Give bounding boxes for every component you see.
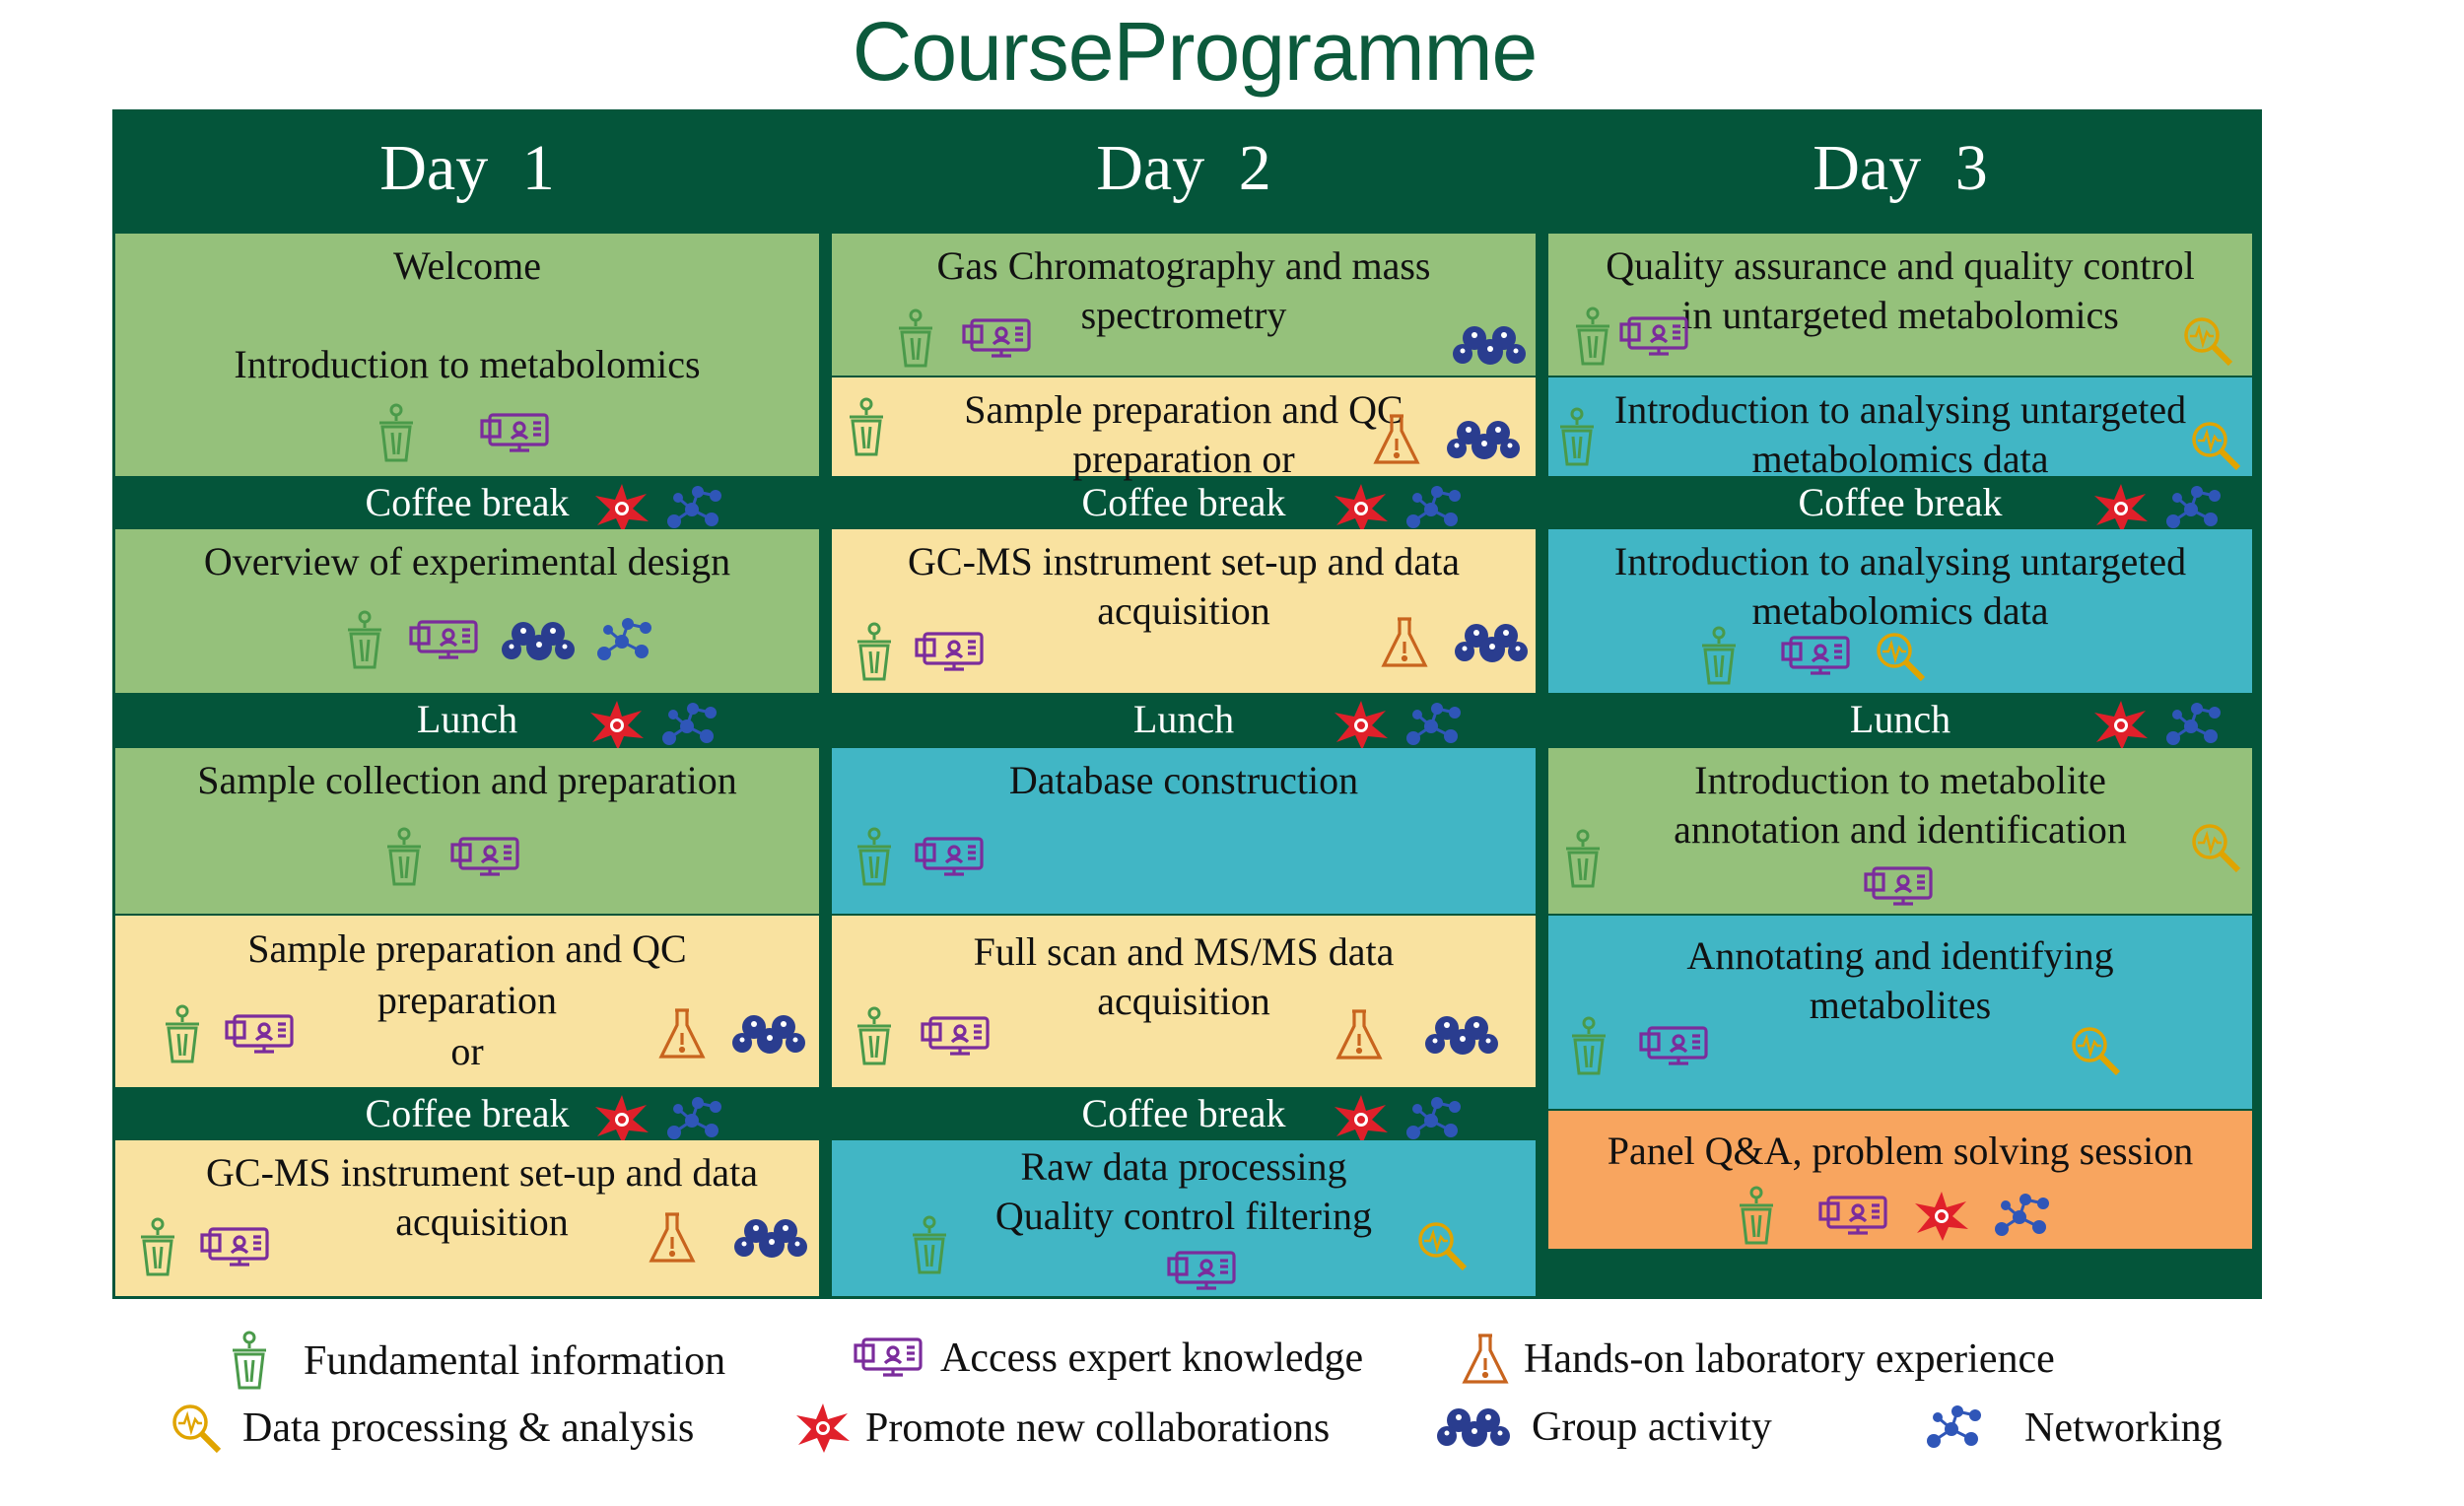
networking-icon — [2163, 482, 2224, 535]
collaboration-icon — [794, 1402, 852, 1455]
session-title-line: acquisition — [1097, 588, 1270, 633]
day-3-header: Day 3 — [1545, 109, 2255, 234]
fundamental-icon — [227, 1331, 272, 1392]
session-database-construction — [832, 748, 1536, 914]
session-title-line: acquisition — [1097, 979, 1270, 1023]
break-label: Coffee break — [1081, 1091, 1286, 1135]
session-title-line: Annotating and identifying — [1686, 933, 2114, 978]
break-label: Coffee break — [1798, 480, 2003, 524]
break-label: Coffee break — [365, 1091, 570, 1135]
fundamental-icon — [160, 1004, 205, 1065]
day-1-column — [112, 109, 822, 1299]
fundamental-icon — [852, 827, 897, 888]
session-quality-assurance — [1548, 234, 2252, 376]
networking-icon — [659, 699, 720, 752]
session-gcms-setup — [832, 529, 1536, 693]
session-metabolite-annotation — [1548, 748, 2252, 914]
fundamental-icon — [374, 403, 419, 464]
break-label: Lunch — [416, 697, 518, 741]
session-title-line: spectrometry — [1080, 293, 1287, 337]
session-title-line: GC-MS instrument set-up and data — [908, 539, 1460, 583]
session-title-line: Introduction to metabolite — [1694, 758, 2106, 802]
session-title-line: Raw data processing — [1020, 1144, 1347, 1189]
expert-icon — [450, 835, 523, 880]
fundamental-icon — [893, 308, 938, 370]
fundamental-icon — [135, 1217, 180, 1278]
lab-icon — [1335, 1008, 1384, 1061]
session-title-line: Introduction to analysing untargeted — [1613, 387, 2187, 432]
collaboration-icon — [2092, 482, 2150, 535]
session-panel-qa — [1548, 1111, 2252, 1249]
lab-icon — [657, 1007, 707, 1061]
fundamental-icon — [1570, 307, 1615, 368]
lab-icon — [1372, 413, 1421, 466]
collaboration-icon — [2092, 699, 2150, 752]
data-analysis-icon — [2181, 314, 2234, 368]
data-analysis-icon — [2189, 419, 2242, 472]
networking-icon — [594, 614, 655, 667]
group-icon — [730, 1011, 807, 1057]
session-gas-chromatography — [832, 234, 1536, 376]
legend-item-fundamental — [227, 1331, 725, 1392]
session-title-line: metabolites — [1809, 983, 1992, 1027]
day-1-header: Day 1 — [112, 109, 822, 234]
session-annotating-metabolites — [1548, 916, 2252, 1109]
data-analysis-icon — [170, 1402, 223, 1455]
data-analysis-icon — [1415, 1219, 1469, 1272]
fundamental-icon — [1554, 407, 1600, 468]
session-analysing-untargeted — [1548, 377, 2252, 481]
session-title-line: Sample preparation and QC — [247, 926, 687, 971]
lunch-break — [1548, 695, 2252, 744]
session-sample-collection — [115, 748, 819, 914]
expert-icon — [1818, 1194, 1891, 1239]
session-title-line: in untargeted metabolomics — [1681, 293, 2119, 337]
legend-label: Group activity — [1532, 1404, 1772, 1450]
session-title-line: Database construction — [1008, 758, 1359, 802]
day-2-header: Day 2 — [829, 109, 1539, 234]
expert-icon — [200, 1225, 273, 1270]
session-title-line: Welcome — [392, 243, 542, 288]
collaboration-icon — [588, 699, 646, 752]
group-icon — [1435, 1404, 1512, 1450]
day-2-column — [829, 109, 1539, 1299]
session-title-line: Quality control filtering — [994, 1194, 1373, 1238]
networking-icon — [1924, 1402, 1985, 1455]
group-icon — [1453, 620, 1530, 665]
expert-icon — [962, 316, 1035, 362]
expert-icon — [225, 1012, 298, 1058]
session-title-line: metabolomics data — [1751, 588, 2049, 633]
networking-icon — [664, 1093, 725, 1146]
networking-icon — [664, 482, 725, 535]
session-title-line: Sample collection and preparation — [197, 758, 737, 802]
session-experimental-design — [115, 529, 819, 693]
session-title-line: GC-MS instrument set-up and data — [206, 1150, 758, 1195]
fundamental-icon — [852, 622, 897, 683]
legend-label: Hands-on laboratory experience — [1524, 1336, 2055, 1382]
coffee-break — [115, 478, 819, 527]
collaboration-icon — [1333, 699, 1390, 752]
legend-item-lab — [1461, 1333, 2055, 1386]
collaboration-icon — [1333, 482, 1390, 535]
coffee-break — [832, 1089, 1536, 1138]
expert-icon — [1167, 1249, 1240, 1294]
legend — [0, 1331, 2464, 1498]
session-raw-data-processing — [832, 1140, 1536, 1296]
group-icon — [1423, 1012, 1500, 1058]
session-title-line: annotation and identification — [1674, 807, 2127, 852]
legend-label: Data processing & analysis — [242, 1405, 695, 1451]
expert-icon — [1619, 314, 1692, 360]
coffee-break — [832, 478, 1536, 527]
group-icon — [732, 1215, 809, 1261]
session-welcome — [115, 234, 819, 476]
networking-icon — [2163, 699, 2224, 752]
session-title-line: preparation or — [1072, 437, 1295, 481]
session-gcms-setup — [115, 1140, 819, 1296]
lunch-break — [115, 695, 819, 744]
session-title-line: preparation — [376, 978, 558, 1022]
legend-item-expert — [854, 1335, 1363, 1382]
session-title-line: acquisition — [395, 1199, 569, 1244]
expert-icon — [854, 1335, 926, 1381]
fundamental-icon — [381, 827, 427, 888]
session-title-line: Full scan and MS/MS data — [973, 929, 1395, 974]
day-3-column — [1545, 109, 2255, 1299]
session-title-line: Quality assurance and quality control — [1606, 243, 2195, 288]
fundamental-icon — [852, 1006, 897, 1067]
legend-item-networking — [1924, 1402, 2223, 1455]
group-icon — [1451, 322, 1528, 368]
legend-item-collaboration — [794, 1402, 1330, 1455]
session-full-scan — [832, 916, 1536, 1087]
networking-icon — [1403, 482, 1465, 535]
legend-item-group — [1435, 1403, 1772, 1451]
data-analysis-icon — [2069, 1024, 2122, 1077]
fundamental-icon — [1696, 626, 1742, 687]
legend-label: Access expert knowledge — [940, 1335, 1364, 1381]
fundamental-icon — [1734, 1186, 1779, 1247]
networking-icon — [1403, 699, 1465, 752]
collaboration-icon — [593, 1093, 650, 1146]
fundamental-icon — [1560, 829, 1606, 890]
expert-icon — [480, 411, 553, 456]
session-title-line: Introduction to analysing untargeted — [1613, 539, 2187, 583]
expert-icon — [915, 630, 988, 675]
session-title-line: Gas Chromatography and mass — [936, 243, 1431, 288]
session-title-line: Panel Q&A, problem solving session — [1607, 1129, 2194, 1173]
page-title: CourseProgramme — [852, 5, 1538, 98]
session-sample-preparation — [115, 916, 819, 1087]
fundamental-icon — [1566, 1016, 1611, 1077]
fundamental-icon — [907, 1215, 952, 1276]
fundamental-icon — [342, 610, 387, 671]
break-label: Lunch — [1849, 697, 1951, 741]
programme-table — [112, 109, 2262, 1299]
break-label: Coffee break — [1081, 480, 1286, 524]
session-title-line: or — [450, 1029, 484, 1073]
legend-label: Promote new collaborations — [865, 1405, 1331, 1451]
lunch-break — [832, 695, 1536, 744]
legend-label: Networking — [2024, 1405, 2223, 1451]
coffee-break — [115, 1089, 819, 1138]
data-analysis-icon — [1874, 630, 1927, 683]
collaboration-icon — [593, 482, 650, 535]
session-title-line: Overview of experimental design — [203, 539, 731, 583]
fundamental-icon — [844, 397, 889, 458]
coffee-break — [1548, 478, 2252, 527]
session-title-line: metabolomics data — [1751, 437, 2049, 481]
lab-icon — [1380, 616, 1429, 669]
break-label: Lunch — [1132, 697, 1235, 741]
session-sample-preparation-qc — [832, 377, 1536, 481]
networking-icon — [1403, 1093, 1465, 1146]
networking-icon — [1992, 1190, 2053, 1243]
collaboration-icon — [1333, 1093, 1390, 1146]
group-icon — [1445, 417, 1522, 462]
break-label: Coffee break — [365, 480, 570, 524]
expert-icon — [1781, 634, 1854, 679]
collaboration-icon — [1913, 1190, 1970, 1243]
session-analysing-untargeted — [1548, 529, 2252, 693]
expert-icon — [915, 835, 988, 880]
session-title-line: Introduction to metabolomics — [234, 342, 701, 386]
lab-icon — [648, 1211, 697, 1265]
expert-icon — [921, 1014, 993, 1060]
data-analysis-icon — [2189, 821, 2242, 874]
session-title-line: Sample preparation and QC — [964, 387, 1403, 432]
lab-icon — [1461, 1333, 1510, 1386]
expert-icon — [1639, 1024, 1712, 1069]
expert-icon — [1864, 864, 1937, 910]
group-icon — [500, 618, 577, 663]
legend-item-data — [170, 1402, 694, 1455]
expert-icon — [409, 618, 482, 663]
legend-label: Fundamental information — [304, 1338, 726, 1384]
